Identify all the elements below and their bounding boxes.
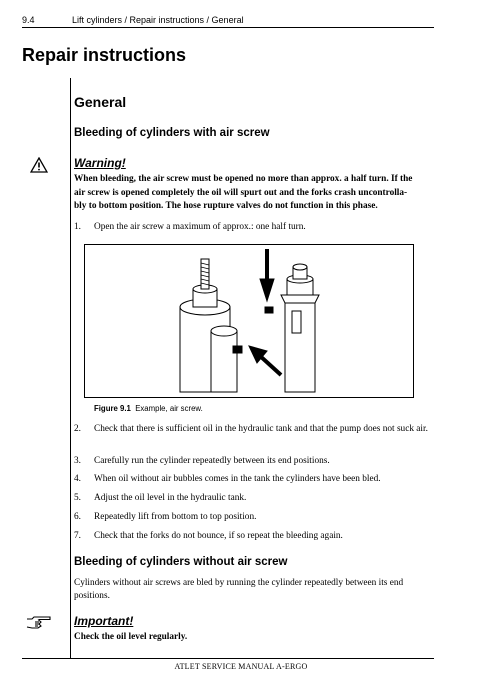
step-text: Check that there is sufficient oil in the hydraulic tank and that the pump does not suck air. (94, 424, 428, 434)
air-screw-illustration (85, 245, 413, 397)
header-section-number: 9.4 (22, 15, 35, 25)
step-text: When oil without air bubbles comes in the tank the cylinders have been bled. (94, 474, 381, 484)
warning-line: air screw is opened completely the oil will spurt out and the forks crash uncontrolla- (74, 187, 408, 198)
figure-label: Figure 9.1 (94, 404, 131, 413)
important-label: Important! (74, 614, 134, 628)
page-title: Repair instructions (22, 45, 187, 65)
step-text: Carefully run the cylinder repeatedly between its end positions. (94, 456, 330, 466)
header-divider (22, 27, 434, 28)
paragraph-without-air-screw: Cylinders without air screws are bled by running the cylinder repeatedly between its end positions. (74, 578, 404, 601)
warning-label: Warning! (74, 156, 126, 170)
pointing-hand-icon (26, 615, 52, 634)
figure-caption-text: Example, air screw. (135, 404, 203, 413)
subsection-title-without-air-screw: Bleeding of cylinders without air screw (74, 556, 288, 568)
subsection-title-with-air-screw: Bleeding of cylinders with air screw (74, 127, 270, 139)
step-number: 1. (74, 222, 81, 232)
step-text: Check that the forks do not bounce, if so repeat the bleeding again. (94, 531, 343, 541)
step-number: 2. (74, 424, 81, 434)
warning-line: bly to bottom position. The hose rupture valves do not function in this phase. (74, 201, 378, 211)
step-text: Adjust the oil level in the hydraulic tank. (94, 493, 247, 503)
step-number: 5. (74, 493, 81, 503)
warning-text (74, 173, 436, 214)
step-number: 3. (74, 456, 81, 466)
step-number: 6. (74, 512, 81, 522)
step-number: 4. (74, 474, 81, 484)
step-text: Open the air screw a maximum of approx.: one half turn. (94, 222, 306, 232)
header-breadcrumb: Lift cylinders / Repair instructions / General (72, 15, 244, 25)
warning-triangle-icon (30, 157, 48, 178)
figure-air-screw (84, 244, 414, 398)
footer-divider (22, 658, 434, 659)
figure-caption (94, 404, 203, 413)
footer-text: ATLET SERVICE MANUAL A-ERGO (174, 662, 308, 671)
content-margin-line (70, 78, 71, 658)
warning-line: When bleeding, the air screw must be opened no more than approx. a half turn. If the (74, 174, 413, 184)
step-number: 7. (74, 531, 81, 541)
important-text: Check the oil level regularly. (74, 632, 188, 642)
step-text: Repeatedly lift from bottom to top position. (94, 512, 257, 522)
section-title: General (74, 94, 127, 110)
